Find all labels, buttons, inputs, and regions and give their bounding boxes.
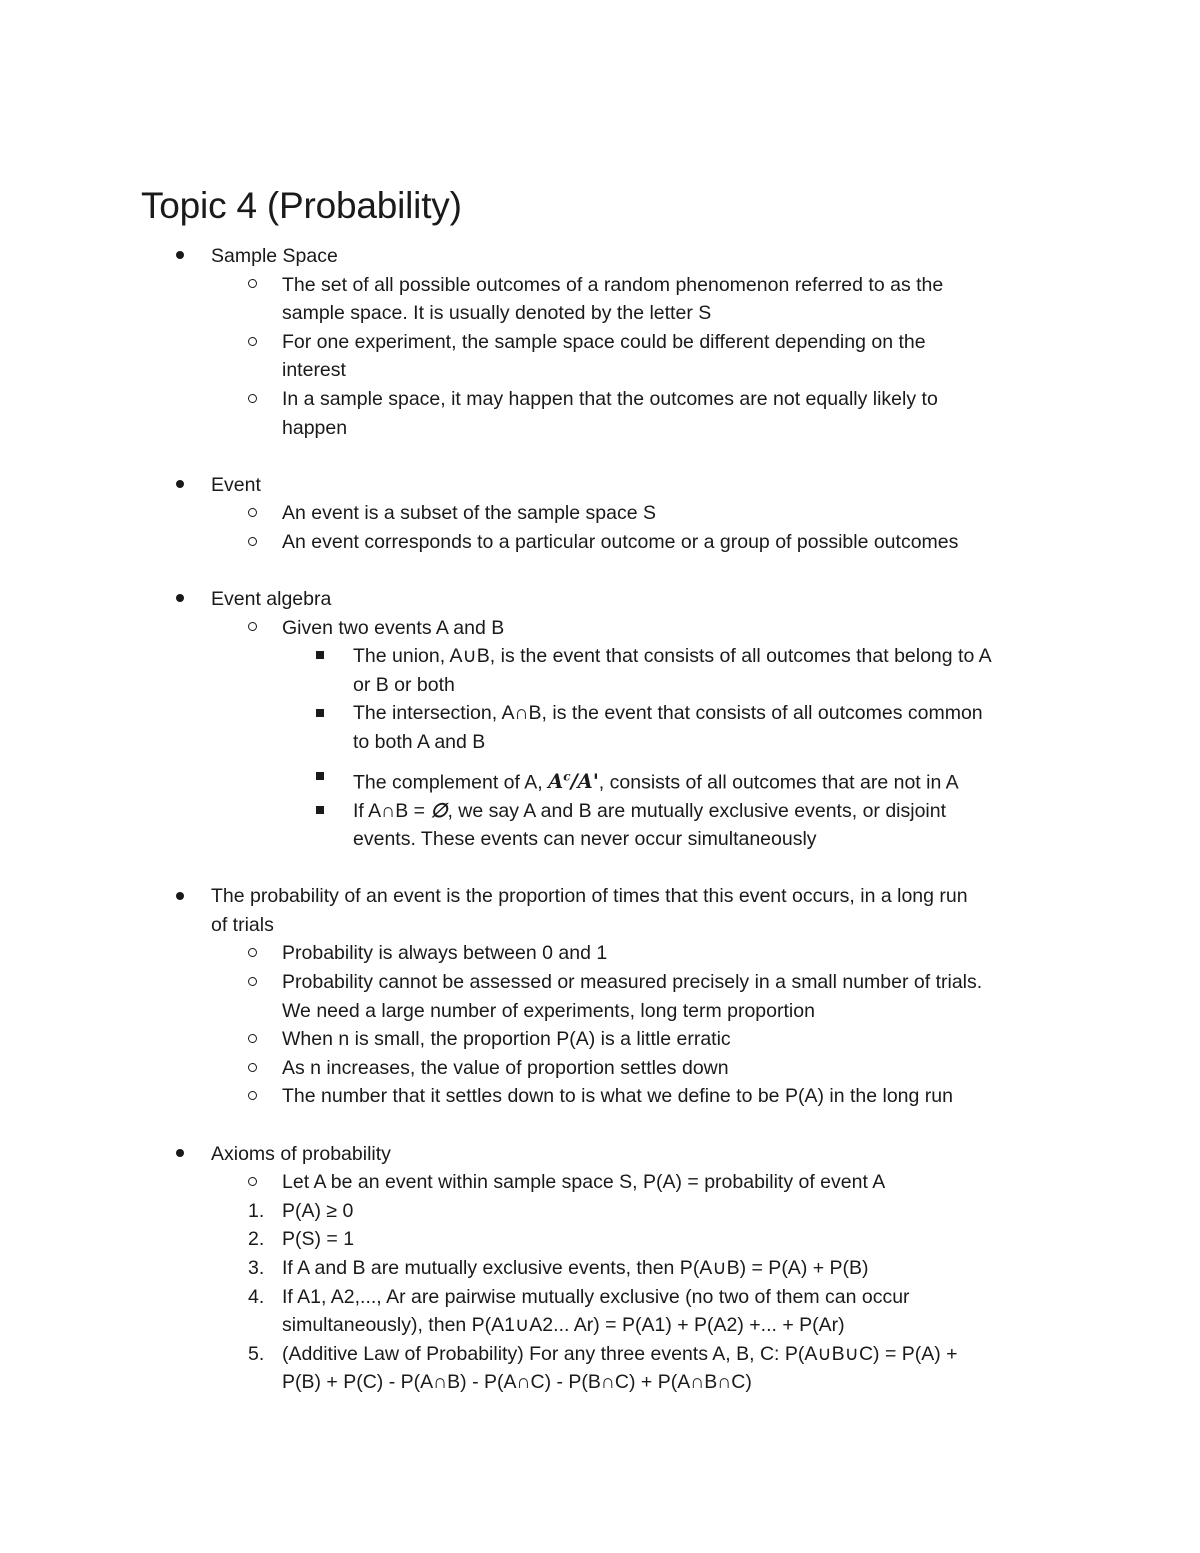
item-number: 2. [248, 1228, 265, 1251]
circle-bullet-icon [248, 328, 257, 357]
circle-bullet-icon [248, 1082, 257, 1111]
list-item-continuation: happen [282, 416, 348, 439]
square-bullet-icon [316, 642, 324, 671]
numbered-item-continuation: P(B) + P(C) - P(A∩B) - P(A∩C) - P(B∩C) + P(A∩B∩C) [282, 1371, 752, 1394]
circle-bullet-icon [248, 271, 257, 300]
list-item: Given two events A and B [0, 614, 1200, 643]
circle-bullet-icon [248, 968, 257, 997]
list-item-continuation: sample space. It is usually denoted by the letter S [282, 302, 712, 325]
square-bullet-icon [316, 797, 324, 826]
list-item: Probability is always between 0 and 1 [0, 939, 1200, 968]
circle-bullet-icon [248, 499, 257, 528]
list-item: Event algebra [0, 585, 1200, 614]
list-item: The union, A∪B, is the event that consists of all outcomes that belong to A [0, 642, 1200, 671]
circle-bullet-icon [248, 385, 257, 414]
item-number: 3. [248, 1256, 265, 1279]
list-item: When n is small, the proportion P(A) is a little erratic [0, 1025, 1200, 1054]
bullet-icon [176, 242, 184, 271]
complement-symbol: $A^c/A'$ [548, 769, 599, 793]
item-number: 4. [248, 1285, 265, 1308]
circle-bullet-icon [248, 528, 257, 557]
section-axioms [0, 1140, 1200, 1397]
list-item: The set of all possible outcomes of a random phenomenon referred to as the [0, 271, 1200, 300]
list-item: Axioms of probability [0, 1140, 1200, 1169]
list-item-continuation: or B or both [353, 673, 455, 696]
list-item: Event [0, 471, 1200, 500]
list-item: The intersection, A∩B, is the event that consists of all outcomes common [0, 699, 1200, 728]
bullet-icon [176, 471, 184, 500]
circle-bullet-icon [248, 1168, 257, 1197]
list-item-continuation: to both A and B [353, 730, 486, 753]
empty-set-symbol: ∅ [430, 798, 448, 822]
list-item: In a sample space, it may happen that the outcomes are not equally likely to [0, 385, 1200, 414]
list-item: The probability of an event is the proportion of times that this event occurs, in a long run [0, 882, 1200, 911]
bullet-icon [176, 1140, 184, 1169]
circle-bullet-icon [248, 614, 257, 643]
list-item-continuation: interest [282, 359, 346, 382]
numbered-item: 4. If A1, A2,..., Ar are pairwise mutually exclusive (no two of them can occur [0, 1283, 1200, 1312]
bullet-icon [176, 882, 184, 911]
numbered-item: 3. If A and B are mutually exclusive events, then P(A∪B) = P(A) + P(B) [0, 1254, 1200, 1283]
square-bullet-icon [316, 763, 324, 792]
list-item: An event is a subset of the sample space S [0, 499, 1200, 528]
list-item: The number that it settles down to is what we define to be P(A) in the long run [0, 1082, 1200, 1111]
list-item: Probability cannot be assessed or measured precisely in a small number of trials. [0, 968, 1200, 997]
item-number: 5. [248, 1342, 265, 1365]
list-item: An event corresponds to a particular outcome or a group of possible outcomes [0, 528, 1200, 557]
page-title: Topic 4 (Probability) [141, 185, 462, 226]
list-item-continuation: We need a large number of experiments, long term proportion [282, 999, 815, 1022]
list-item: For one experiment, the sample space could be different depending on the [0, 328, 1200, 357]
list-item-continuation: events. These events can never occur simultaneously [353, 828, 817, 851]
section-event [0, 471, 1200, 557]
list-item: If A∩B = ∅, we say A and B are mutually exclusive events, or disjoint [0, 797, 1200, 826]
item-number: 1. [248, 1199, 265, 1222]
section-sample-space [0, 242, 1200, 442]
bullet-icon [176, 585, 184, 614]
document-body [0, 242, 1200, 1425]
circle-bullet-icon [248, 1054, 257, 1083]
numbered-item: 2. P(S) = 1 [0, 1225, 1200, 1254]
circle-bullet-icon [248, 1025, 257, 1054]
numbered-item: 5. (Additive Law of Probability) For any three events A, B, C: P(A∪B∪C) = P(A) + [0, 1340, 1200, 1369]
list-item-continuation: of trials [211, 913, 274, 936]
list-item: As n increases, the value of proportion settles down [0, 1054, 1200, 1083]
square-bullet-icon [316, 699, 324, 728]
list-item: The complement of A, $A^c/A'$, consists of all outcomes that are not in A [0, 763, 1200, 797]
list-item: Sample Space [0, 242, 1200, 271]
list-item: Let A be an event within sample space S, P(A) = probability of event A [0, 1168, 1200, 1197]
circle-bullet-icon [248, 939, 257, 968]
numbered-item: 1. P(A) ≥ 0 [0, 1197, 1200, 1226]
numbered-item-continuation: simultaneously), then P(A1∪A2... Ar) = P(A1) + P(A2) +... + P(Ar) [282, 1314, 845, 1337]
section-probability [0, 882, 1200, 1111]
section-event-algebra [0, 585, 1200, 854]
